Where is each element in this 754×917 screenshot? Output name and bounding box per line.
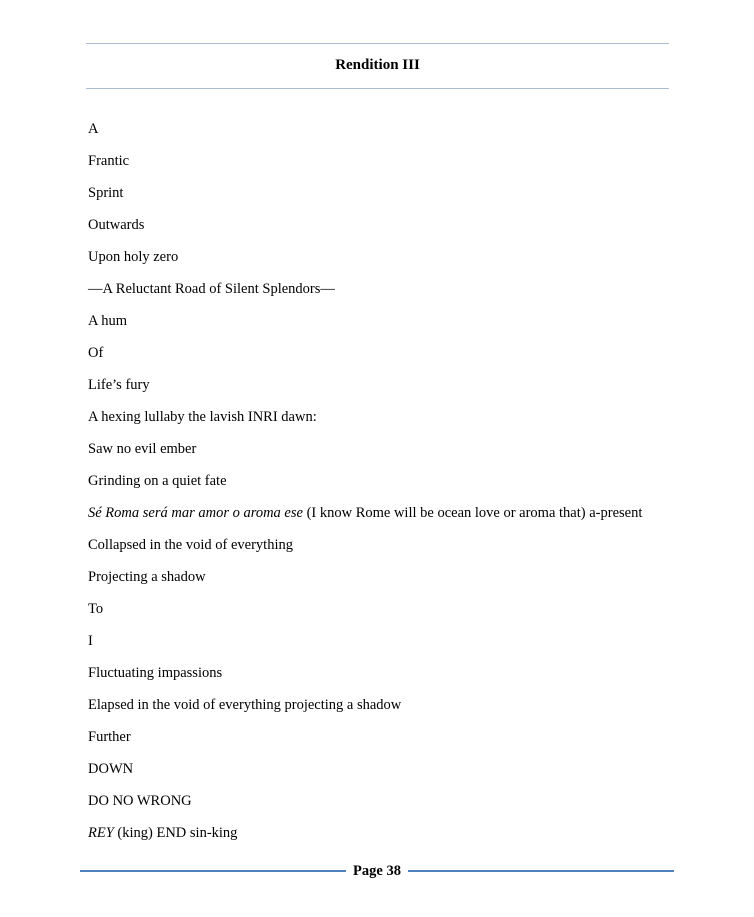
- poem-line: To: [88, 601, 104, 617]
- poem-line-italic: REY: [88, 825, 114, 841]
- poem-line: Elapsed in the void of everything projecting a shadow: [88, 697, 402, 713]
- poem-line: —A Reluctant Road of Silent Splendors—: [88, 281, 335, 297]
- poem-line: Frantic: [88, 153, 130, 169]
- poem-line: Of: [88, 345, 104, 361]
- poem-line: DOWN: [88, 761, 134, 777]
- poem-line: Saw no evil ember: [88, 441, 197, 457]
- footer-rule-left: [80, 870, 346, 872]
- poem-line: Fluctuating impassions: [88, 665, 223, 681]
- poem-line-italic: Sé Roma será mar amor o aroma ese: [88, 505, 303, 521]
- poem-line: A hexing lullaby the lavish INRI dawn:: [88, 409, 317, 425]
- header-top-rule: [86, 43, 669, 44]
- page-title: Rendition III: [335, 57, 420, 73]
- poem-line: Grinding on a quiet fate: [88, 473, 227, 489]
- poem-line: A hum: [88, 313, 128, 329]
- page-footer: [80, 860, 674, 882]
- poem-line: Upon holy zero: [88, 249, 179, 265]
- footer-rule-right: [408, 870, 674, 872]
- page-number: Page 38: [353, 863, 401, 879]
- poem-line: I: [88, 633, 93, 649]
- poem-line: Projecting a shadow: [88, 569, 206, 585]
- poem-line: A: [88, 121, 99, 137]
- poem-line: Sprint: [88, 185, 124, 201]
- poem-body: [88, 119, 728, 855]
- poem-line: Sé Roma será mar amor o aroma ese (I know Rome will be ocean love or aroma that) a-present: [88, 505, 643, 521]
- poem-line: Further: [88, 729, 131, 745]
- poem-line: Outwards: [88, 217, 145, 233]
- header-bottom-rule: [86, 88, 669, 89]
- poem-line: DO NO WRONG: [88, 793, 192, 809]
- poem-line: REY (king) END sin-king: [88, 825, 238, 841]
- poem-line: Life’s fury: [88, 377, 150, 393]
- poem-line: Collapsed in the void of everything: [88, 537, 293, 553]
